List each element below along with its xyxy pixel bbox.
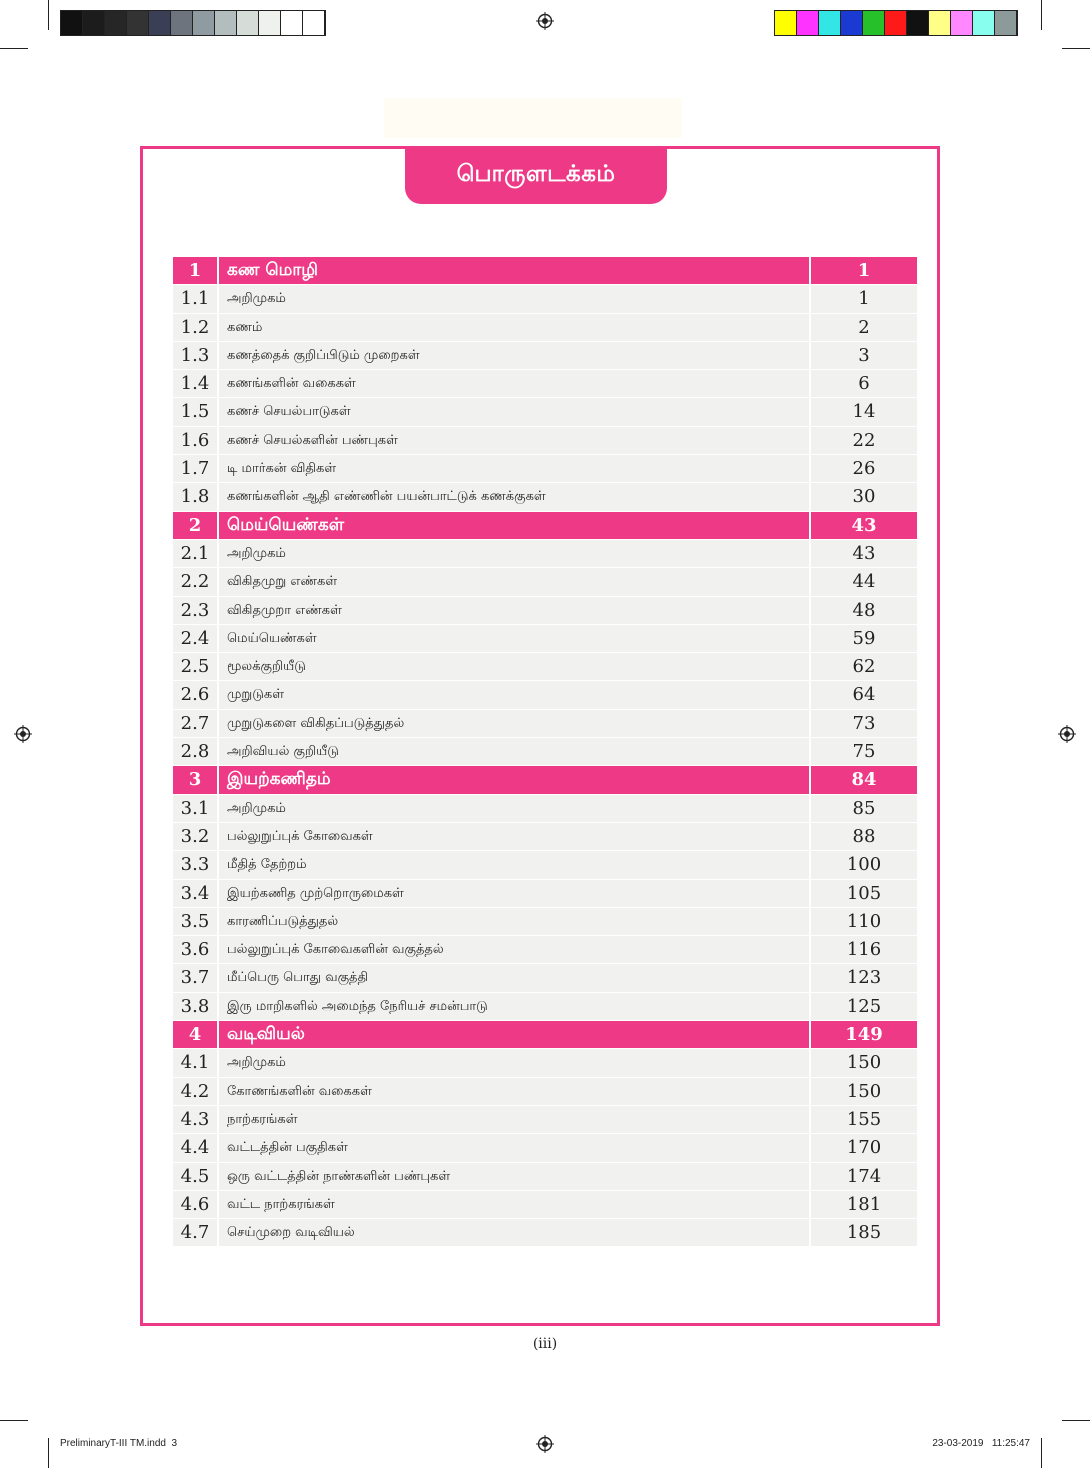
toc-page: 125 [846,995,882,1017]
toc-section-row[interactable] [173,597,917,625]
toc-title: இயற்கணிதம் [219,766,811,793]
toc-title: அறிமுகம் [219,795,811,822]
toc-number: 4 [173,1021,219,1048]
toc-page: 64 [852,684,876,706]
toc-page: 62 [852,656,876,678]
toc-page: 150 [846,1080,882,1102]
toc-page: 155 [846,1108,882,1130]
toc-title: அறிமுகம் [219,1049,811,1076]
toc-section-row[interactable] [173,1106,917,1134]
toc-title: மெய்யெண்கள் [219,512,811,539]
toc-page: 85 [852,797,876,819]
color-swatch [61,11,83,35]
toc-page: 123 [846,967,882,989]
color-swatch [281,11,303,35]
toc-page: 100 [846,854,882,876]
color-swatch [149,11,171,35]
toc-number: 4.3 [173,1106,219,1133]
toc-number: 4.1 [173,1049,219,1076]
toc-page: 3 [858,344,870,366]
toc-number: 1.7 [173,455,219,482]
toc-section-row[interactable] [173,483,917,511]
color-swatch [907,11,929,35]
toc-title: பல்லுறுப்புக் கோவைகள் [219,823,811,850]
toc-title: மெய்யெண்கள் [219,625,811,652]
slug-file-info [60,1438,177,1449]
color-swatch [995,11,1017,35]
toc-title: கண மொழி [219,257,811,284]
color-swatch [885,11,907,35]
crop-mark [0,48,28,49]
toc-title: விகிதமுறா எண்கள் [219,597,811,624]
toc-number: 2.1 [173,540,219,567]
toc-section-row[interactable] [173,1078,917,1106]
crop-mark [1041,1438,1042,1468]
toc-title: மீப்பெரு பொது வகுத்தி [219,964,811,991]
toc-number: 3.4 [173,880,219,907]
color-swatch [127,11,149,35]
toc-title: கணச் செயல்களின் பண்புகள் [219,427,811,454]
toc-number: 1.4 [173,370,219,397]
toc-title: கணம் [219,314,811,341]
table-of-contents [173,257,917,1247]
toc-page: 59 [852,627,876,649]
toc-number: 1.8 [173,483,219,510]
toc-section-row[interactable] [173,710,917,738]
toc-page: 110 [846,910,882,932]
toc-section-row[interactable] [173,823,917,851]
toc-number: 1.3 [173,342,219,369]
toc-title: செய்முறை வடிவியல் [219,1219,811,1246]
toc-section-row[interactable] [173,427,917,455]
toc-title: ஒரு வட்டத்தின் நாண்களின் பண்புகள் [219,1163,811,1190]
toc-page: 116 [846,939,882,961]
registration-mark-icon [1058,725,1076,743]
crop-mark [1062,1420,1090,1421]
color-swatch [797,11,819,35]
toc-number: 2.6 [173,681,219,708]
color-swatch [171,11,193,35]
toc-title: மூலக்குறியீடு [219,653,811,680]
crop-mark [0,1420,28,1421]
toc-number: 4.2 [173,1078,219,1105]
toc-title: அறிமுகம் [219,540,811,567]
toc-page: 185 [846,1222,882,1244]
toc-number: 4.6 [173,1191,219,1218]
grayscale-color-bar [60,10,326,36]
crop-mark [1062,48,1090,49]
toc-chapter-row[interactable] [173,766,917,794]
toc-number: 2.5 [173,653,219,680]
page-number: (iii) [532,1336,558,1352]
toc-title: விகிதமுறு எண்கள் [219,568,811,595]
toc-title: அறிமுகம் [219,285,811,312]
toc-page: 6 [858,373,870,395]
toc-section-row[interactable] [173,370,917,398]
toc-number: 2.4 [173,625,219,652]
toc-page: 84 [851,769,877,791]
toc-section-row[interactable] [173,342,917,370]
toc-page: 88 [852,825,876,847]
toc-title: கணச் செயல்பாடுகள் [219,398,811,425]
toc-section-row[interactable] [173,1191,917,1219]
toc-number: 3 [173,766,219,793]
toc-title: வட்டத்தின் பகுதிகள் [219,1134,811,1161]
toc-number: 3.6 [173,936,219,963]
toc-section-row[interactable] [173,964,917,992]
color-swatch [193,11,215,35]
toc-section-row[interactable] [173,285,917,313]
toc-title: நாற்கரங்கள் [219,1106,811,1133]
toc-page: 2 [858,316,870,338]
slug-file-name: PreliminaryT-III TM.indd [60,1438,166,1449]
process-color-bar [774,10,1018,36]
toc-section-row[interactable] [173,993,917,1021]
color-swatch [841,11,863,35]
toc-title: வடிவியல் [219,1021,811,1048]
registration-mark-icon [536,1435,554,1453]
toc-section-row[interactable] [173,625,917,653]
toc-section-row[interactable] [173,851,917,879]
toc-page: 1 [857,260,871,281]
toc-title: அறிவியல் குறியீடு [219,738,811,765]
toc-section-row[interactable] [173,653,917,681]
color-swatch [105,11,127,35]
color-swatch [259,11,281,35]
toc-section-row[interactable] [173,568,917,596]
toc-section-row[interactable] [173,314,917,342]
toc-section-row[interactable] [173,540,917,568]
toc-number: 2.8 [173,738,219,765]
toc-title: முறுடுகள் [219,681,811,708]
toc-number: 3.3 [173,851,219,878]
color-swatch [775,11,797,35]
toc-number: 4.7 [173,1219,219,1246]
toc-section-row[interactable] [173,1049,917,1077]
toc-section-row[interactable] [173,1219,917,1247]
toc-number: 3.2 [173,823,219,850]
toc-page: 26 [852,458,876,480]
toc-page: 43 [852,542,876,564]
toc-page: 30 [852,486,876,508]
toc-number: 3.8 [173,993,219,1020]
toc-title: பல்லுறுப்புக் கோவைகளின் வகுத்தல் [219,936,811,963]
toc-chapter-row[interactable] [173,257,917,285]
toc-section-row[interactable] [173,908,917,936]
crop-mark [48,0,49,30]
toc-section-row[interactable] [173,1134,917,1162]
slug-time: 11:25:47 [991,1438,1030,1449]
toc-section-row[interactable] [173,398,917,426]
page-title: பொருளடக்கம் [405,146,667,204]
toc-page: 44 [852,571,876,593]
toc-section-row[interactable] [173,1163,917,1191]
header-band [384,98,682,138]
toc-title: வட்ட நாற்கரங்கள் [219,1191,811,1218]
toc-section-row[interactable] [173,795,917,823]
toc-page: 1 [858,288,870,310]
toc-number: 4.5 [173,1163,219,1190]
toc-page: 48 [852,599,876,621]
slug-sheet: 3 [171,1438,178,1449]
registration-mark-icon [536,12,554,30]
color-swatch [951,11,973,35]
toc-title: இரு மாறிகளில் அமைந்த நேரியச் சமன்பாடு [219,993,811,1020]
toc-page: 75 [852,741,876,763]
toc-number: 1.5 [173,398,219,425]
color-swatch [237,11,259,35]
toc-section-row[interactable] [173,880,917,908]
toc-page: 181 [846,1193,882,1215]
color-swatch [863,11,885,35]
toc-number: 1.1 [173,285,219,312]
registration-mark-icon [14,725,32,743]
toc-section-row[interactable] [173,738,917,766]
color-swatch [215,11,237,35]
toc-page: 43 [851,514,877,536]
toc-number: 2.2 [173,568,219,595]
toc-page: 174 [846,1165,882,1187]
toc-number: 1.6 [173,427,219,454]
toc-page: 22 [852,429,876,451]
toc-number: 2 [173,512,219,539]
toc-number: 3.5 [173,908,219,935]
toc-section-row[interactable] [173,681,917,709]
toc-number: 2.3 [173,597,219,624]
color-swatch [819,11,841,35]
toc-title: மீதித் தேற்றம் [219,851,811,878]
crop-mark [1041,0,1042,30]
toc-page: 73 [852,712,876,734]
toc-number: 2.7 [173,710,219,737]
toc-section-row[interactable] [173,936,917,964]
toc-title: முறுடுகளை விகிதப்படுத்துதல் [219,710,811,737]
toc-page: 149 [845,1024,883,1046]
toc-chapter-row[interactable] [173,1021,917,1049]
color-swatch [929,11,951,35]
color-swatch [83,11,105,35]
toc-number: 3.7 [173,964,219,991]
slug-date: 23-03-2019 [932,1438,984,1449]
toc-title: கணங்களின் ஆதி எண்ணின் பயன்பாட்டுக் கணக்குகள் [219,483,811,510]
color-swatch [973,11,995,35]
toc-number: 4.4 [173,1134,219,1161]
toc-title: காரணிப்படுத்துதல் [219,908,811,935]
toc-number: 1.2 [173,314,219,341]
toc-page: 170 [846,1137,882,1159]
toc-page: 14 [852,401,876,423]
color-swatch [303,11,325,35]
toc-title: இயற்கணித முற்றொருமைகள் [219,880,811,907]
toc-title: கோணங்களின் வகைகள் [219,1078,811,1105]
toc-number: 3.1 [173,795,219,822]
toc-chapter-row[interactable] [173,512,917,540]
toc-section-row[interactable] [173,455,917,483]
toc-title: கணங்களின் வகைகள் [219,370,811,397]
slug-timestamp [932,1438,1030,1449]
toc-title: கணத்தைக் குறிப்பிடும் முறைகள் [219,342,811,369]
crop-mark [48,1438,49,1468]
toc-page: 105 [846,882,882,904]
toc-title: டி மார்கன் விதிகள் [219,455,811,482]
toc-number: 1 [173,257,219,284]
toc-page: 150 [846,1052,882,1074]
